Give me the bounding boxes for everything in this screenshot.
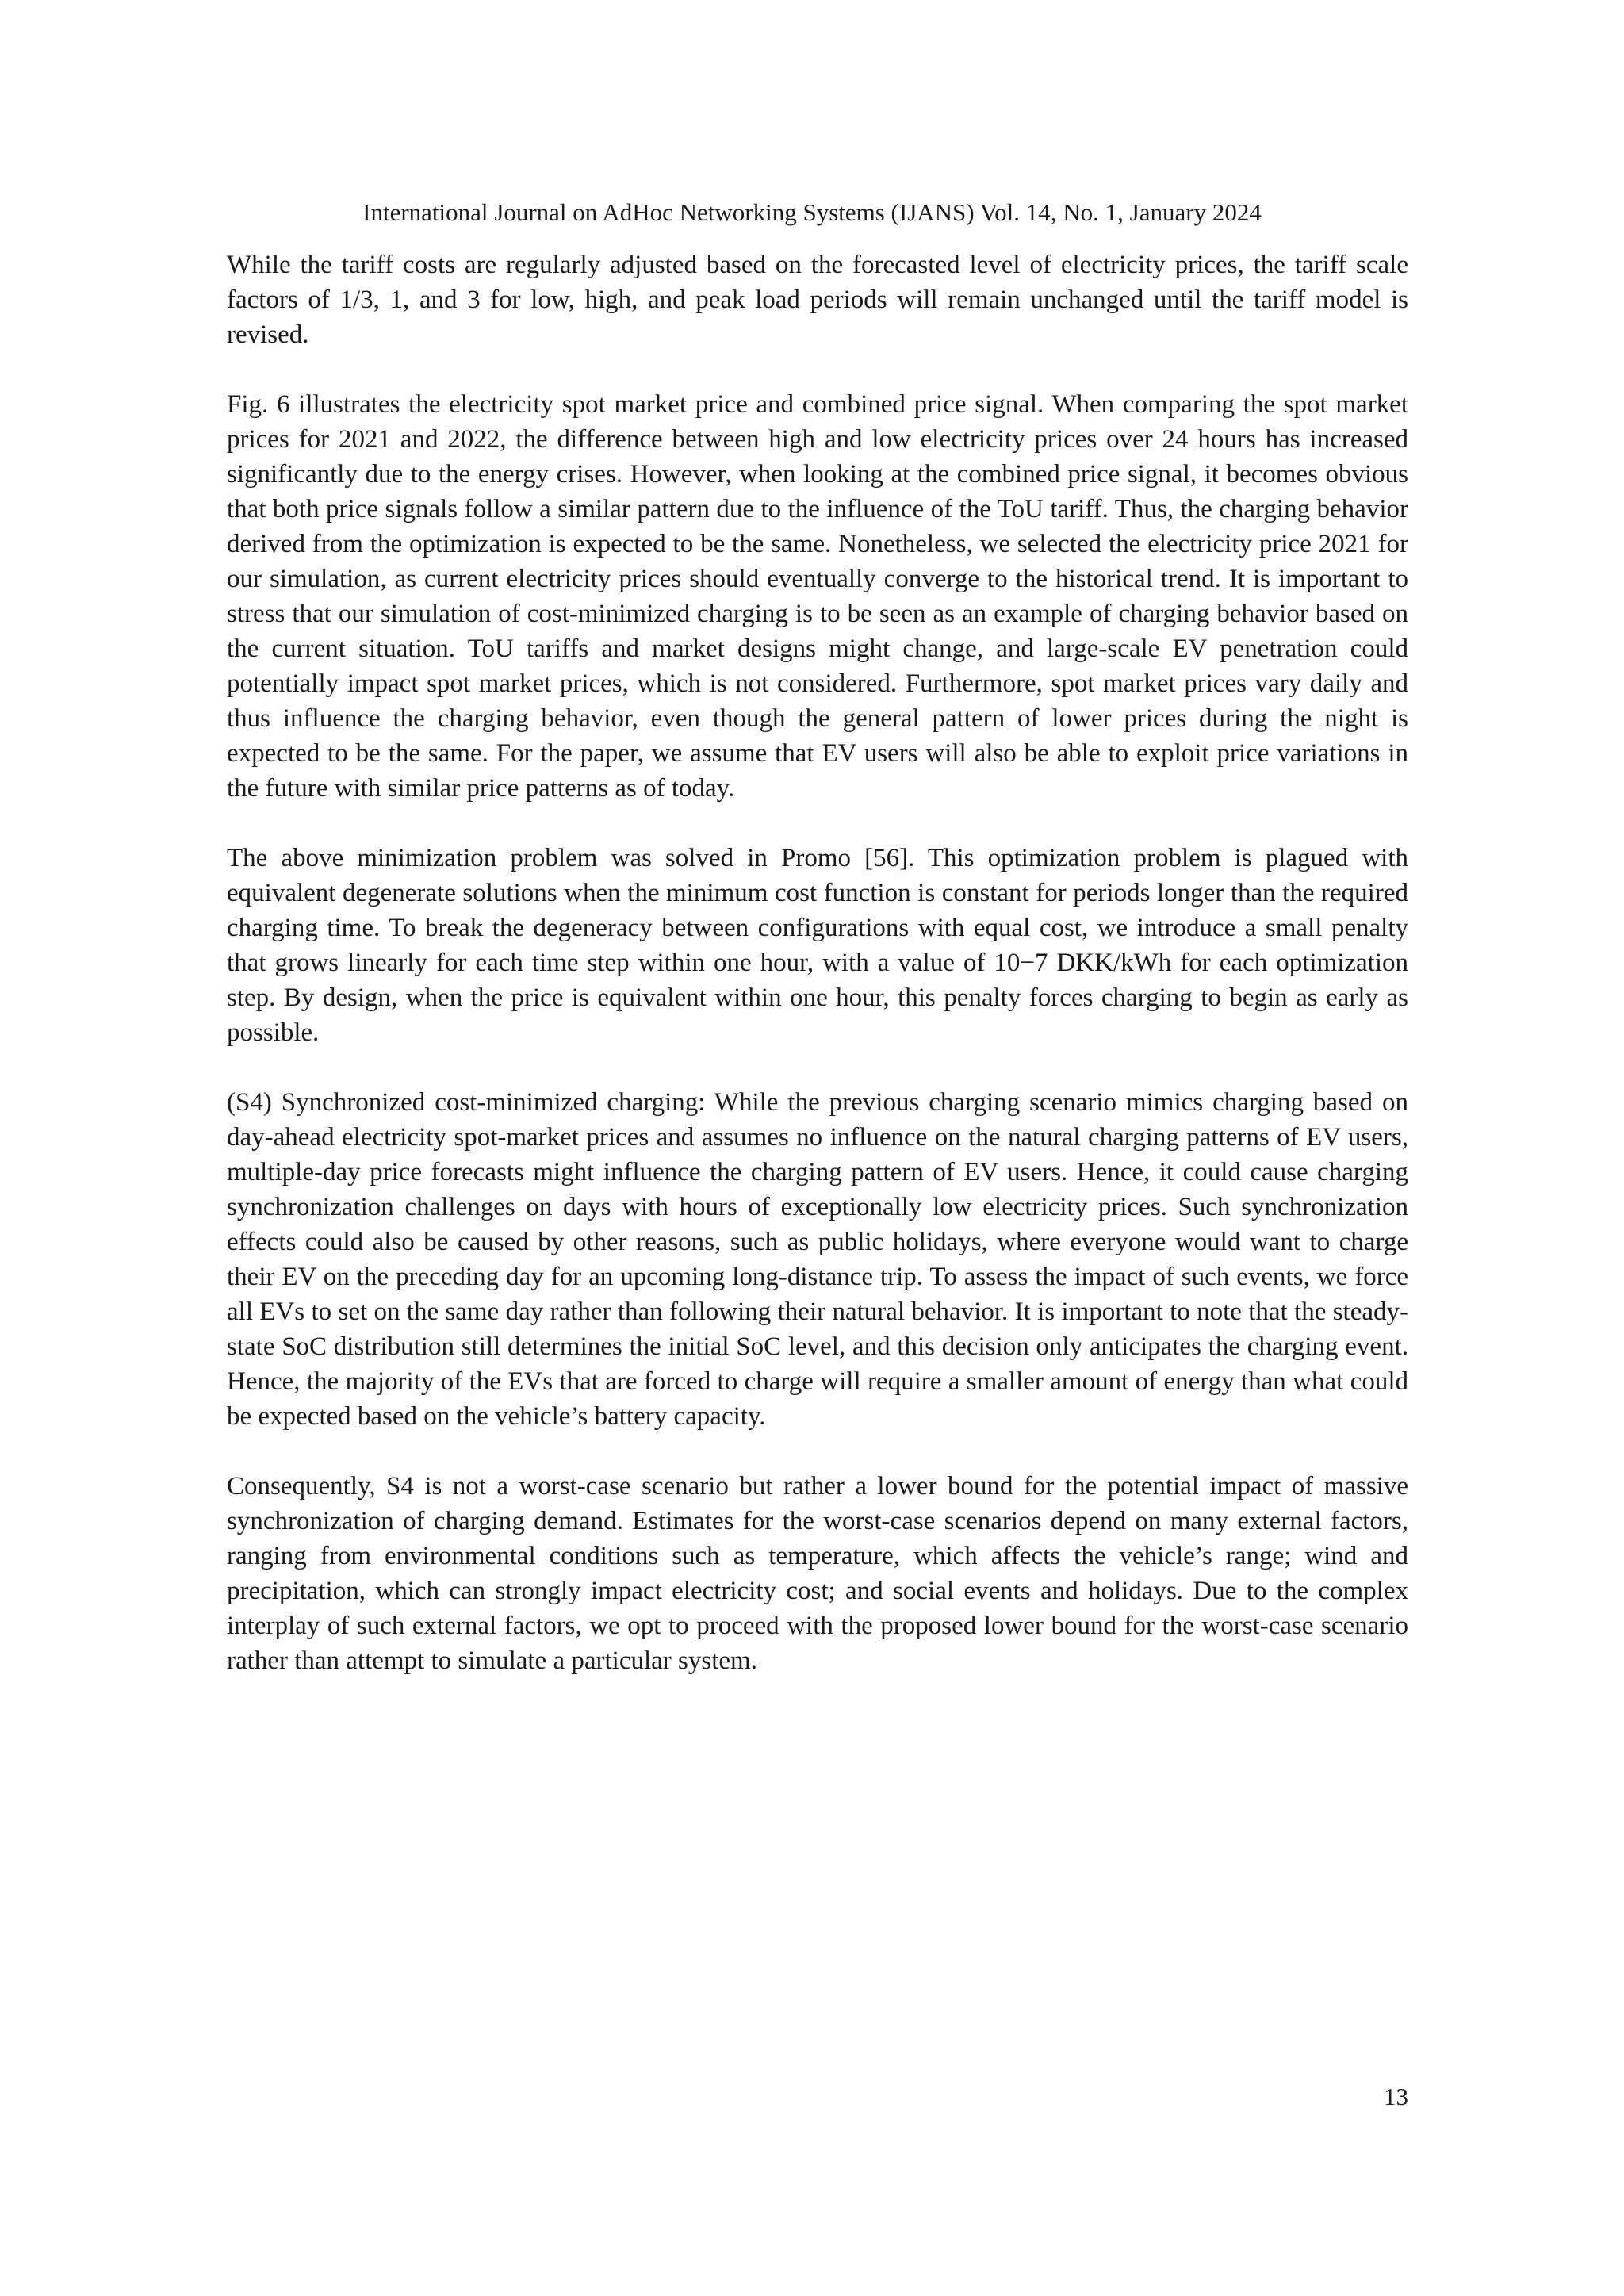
paragraph-lower-bound: Consequently, S4 is not a worst-case scenario but rather a lower bound for the potential impact of massive synchronization of charging demand. Estimates for the worst-case scenarios depend on many external factors, ranging from environmental conditions such as temperature, which affects the vehicle’s range; wind and precipitation, which can strongly impact electricity cost; and social events and holidays. Due to the complex interplay of such external factors, we opt to proceed with the proposed lower bound for the worst-case scenario rather than attempt to simulate a particular system. xyxy=(227,1472,1408,1675)
paragraph-s4-synchronized-charging: (S4) Synchronized cost-minimized charging: While the previous charging scenario mimics charging based on day-ahead electricity spot-market prices and assumes no influence on the natural charging patterns of EV users, multiple-day price forecasts might influence the charging pattern of EV users. Hence, it could cause charging synchronization challenges on days with hours of exceptionally low electricity prices. Such synchronization effects could also be caused by other reasons, such as public holidays, where everyone would want to charge their EV on the preceding day for an upcoming long-distance trip. To assess the impact of such events, we force all EVs to set on the same day rather than following their natural behavior. It is important to note that the steady-state SoC distribution still determines the initial SoC level, and this decision only anticipates the charging event. Hence, the majority of the EVs that are forced to charge will require a smaller amount of energy than what could be expected based on the vehicle’s battery capacity. xyxy=(227,1088,1408,1431)
body-text xyxy=(227,247,1408,1713)
paragraph-spot-market-price: Fig. 6 illustrates the electricity spot market price and combined price signal. When comparing the spot market prices for 2021 and 2022, the difference between high and low electricity prices over 24 hours has increased significantly due to the energy crises. However, when looking at the combined price signal, it becomes obvious that both price signals follow a similar pattern due to the influence of the ToU tariff. Thus, the charging behavior derived from the optimization is expected to be the same. Nonetheless, we selected the electricity price 2021 for our simulation, as current electricity prices should eventually converge to the historical trend. It is important to stress that our simulation of cost-minimized charging is to be seen as an example of charging behavior based on the current situation. ToU tariffs and market designs might change, and large-scale EV penetration could potentially impact spot market prices, which is not considered. Furthermore, spot market prices vary daily and thus influence the charging behavior, even though the general pattern of lower prices during the night is expected to be the same. For the paper, we assume that EV users will also be able to exploit price variations in the future with similar price patterns as of today. xyxy=(227,390,1408,803)
paragraph-minimization-problem: The above minimization problem was solved in Promo [56]. This optimization problem is plagued with equivalent degenerate solutions when the minimum cost function is constant for periods longer than the required charging time. To break the degeneracy between configurations with equal cost, we introduce a small penalty that grows linearly for each time step within one hour, with a value of 10−7 DKK/kWh for each optimization step. By design, when the price is equivalent within one hour, this penalty forces charging to begin as early as possible. xyxy=(227,844,1408,1047)
running-header: International Journal on AdHoc Networking Systems (IJANS) Vol. 14, No. 1, January 2024 xyxy=(362,198,1262,226)
page-number: 13 xyxy=(1384,2083,1408,2110)
paragraph-tariff-scale: While the tariff costs are regularly adjusted based on the forecasted level of electricity prices, the tariff scale factors of 1/3, 1, and 3 for low, high, and peak load periods will remain unchanged until the tariff model is revised. xyxy=(227,251,1408,349)
